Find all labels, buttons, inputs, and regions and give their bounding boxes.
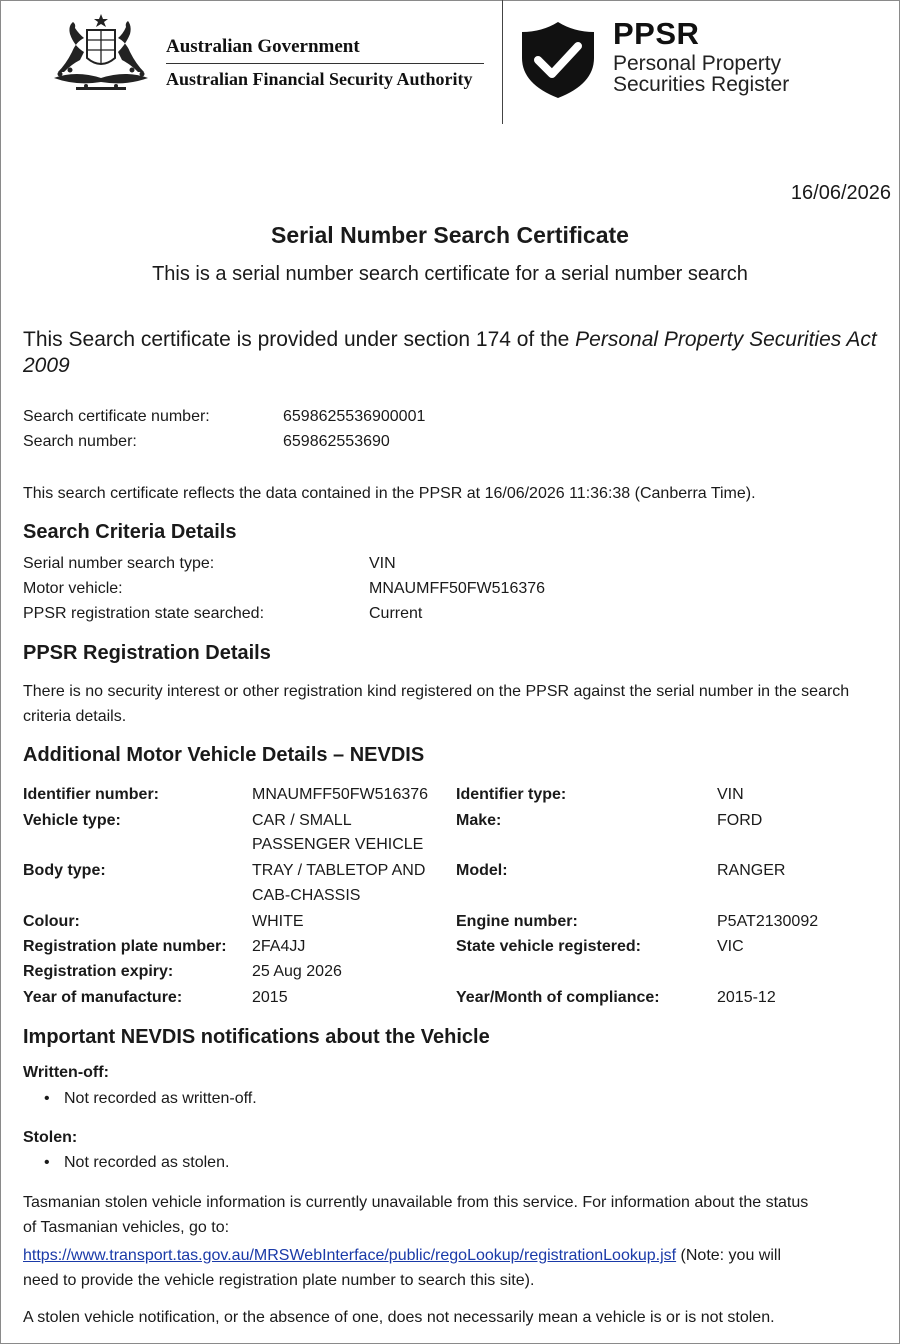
agency-name: Australian Financial Security Authority bbox=[166, 69, 473, 89]
vehicle-type-label: Vehicle type: bbox=[23, 812, 121, 829]
cert-number-label: Search certificate number: bbox=[23, 408, 210, 425]
legal-basis-prefix: This Search certificate is provided under section 174 of the bbox=[23, 328, 570, 351]
notifications-heading: Important NEVDIS notifications about the Vehicle bbox=[23, 1026, 490, 1048]
compliance-value: 2015-12 bbox=[717, 989, 776, 1006]
written-off-item bbox=[44, 1090, 257, 1108]
search-type-label: Serial number search type: bbox=[23, 555, 215, 572]
stolen-label: Stolen: bbox=[23, 1129, 78, 1146]
state-registered-label: State vehicle registered: bbox=[456, 938, 641, 955]
header-divider bbox=[502, 0, 503, 124]
certificate-date: 16/06/2026 bbox=[790, 182, 891, 204]
vehicle-type-line1: CAR / SMALL bbox=[252, 812, 352, 829]
header bbox=[0, 0, 900, 125]
tasmania-line1: Tasmanian stolen vehicle information is currently unavailable from this service. For information about the status bbox=[23, 1194, 809, 1211]
data-reflects-note: This search certificate reflects the data contained in the PPSR at 16/06/2026 11:36:38 (Canberra Time). bbox=[23, 485, 756, 502]
engine-number-label: Engine number: bbox=[456, 913, 578, 930]
page-subtitle: This is a serial number search certificate for a serial number search bbox=[152, 263, 748, 285]
nevdis-heading: Additional Motor Vehicle Details – NEVDIS bbox=[23, 744, 425, 766]
ppsr-title: PPSR bbox=[613, 16, 700, 51]
make-value: FORD bbox=[717, 812, 763, 829]
bullet-icon: • bbox=[44, 1090, 50, 1107]
vehicle-details bbox=[23, 782, 893, 1012]
stolen-disclaimer: A stolen vehicle notification, or the absence of one, does not necessarily mean a vehicle is or is not stolen. bbox=[23, 1309, 775, 1326]
motor-vehicle-value: MNAUMFF50FW516376 bbox=[369, 580, 546, 597]
criteria-details bbox=[23, 551, 623, 626]
act-name: Personal Property Securities Act 2009 bbox=[23, 328, 877, 377]
ppsr-subtitle-1: Personal Property bbox=[613, 52, 782, 75]
legal-basis bbox=[23, 327, 893, 379]
gov-title: Australian Government bbox=[166, 36, 360, 57]
tasmania-link-line bbox=[23, 1243, 893, 1268]
registration-heading: PPSR Registration Details bbox=[23, 642, 271, 664]
written-off-text: Not recorded as written-off. bbox=[64, 1090, 257, 1107]
state-registered-value: VIC bbox=[717, 938, 744, 955]
tasmania-note1: (Note: you will bbox=[676, 1247, 782, 1264]
tasmania-notice bbox=[23, 1190, 893, 1293]
tasmania-lookup-link[interactable]: https://www.transport.tas.gov.au/MRSWebInterface/public/regoLookup/registrationLookup.jsf bbox=[23, 1247, 677, 1264]
year-manufacture-label: Year of manufacture: bbox=[23, 989, 183, 1006]
engine-number-value: P5AT2130092 bbox=[717, 913, 819, 930]
model-value: RANGER bbox=[717, 862, 786, 879]
search-number-value: 659862553690 bbox=[283, 433, 390, 450]
identifier-number-label: Identifier number: bbox=[23, 786, 160, 803]
criteria-heading: Search Criteria Details bbox=[23, 521, 237, 543]
make-label: Make: bbox=[456, 812, 502, 829]
stolen-item bbox=[44, 1154, 229, 1172]
ppsr-shield-check-icon bbox=[520, 20, 596, 100]
stolen-text: Not recorded as stolen. bbox=[64, 1154, 230, 1171]
certificate-numbers bbox=[23, 404, 523, 454]
tasmania-line2: of Tasmanian vehicles, go to: bbox=[23, 1219, 230, 1236]
page-title: Serial Number Search Certificate bbox=[271, 222, 629, 248]
registration-text: There is no security interest or other registration kind registered on the PPSR against the serial number in the search criteria details. bbox=[23, 683, 850, 725]
ppsr-subtitle-2: Securities Register bbox=[613, 73, 790, 96]
motor-vehicle-label: Motor vehicle: bbox=[23, 580, 123, 597]
tasmania-note2: need to provide the vehicle registration plate number to search this site). bbox=[23, 1272, 535, 1289]
search-number-label: Search number: bbox=[23, 433, 137, 450]
model-label: Model: bbox=[456, 862, 508, 879]
compliance-label: Year/Month of compliance: bbox=[456, 989, 660, 1006]
state-searched-value: Current bbox=[369, 605, 423, 622]
colour-label: Colour: bbox=[23, 913, 80, 930]
state-searched-label: PPSR registration state searched: bbox=[23, 605, 265, 622]
identifier-number-value: MNAUMFF50FW516376 bbox=[252, 786, 429, 803]
bullet-icon: • bbox=[44, 1154, 50, 1171]
identifier-type-value: VIN bbox=[717, 786, 744, 803]
body-type-line1: TRAY / TABLETOP AND bbox=[252, 862, 426, 879]
registration-expiry-label: Registration expiry: bbox=[23, 963, 174, 980]
plate-number-label: Registration plate number: bbox=[23, 938, 227, 955]
identifier-type-label: Identifier type: bbox=[456, 786, 567, 803]
written-off-label: Written-off: bbox=[23, 1064, 109, 1081]
coat-of-arms-icon bbox=[46, 12, 156, 94]
body-type-line2: CAB-CHASSIS bbox=[252, 887, 361, 904]
search-type-value: VIN bbox=[369, 555, 396, 572]
body-type-label: Body type: bbox=[23, 862, 106, 879]
plate-number-value: 2FA4JJ bbox=[252, 938, 306, 955]
vehicle-type-line2: PASSENGER VEHICLE bbox=[252, 836, 424, 853]
gov-divider bbox=[166, 63, 484, 64]
cert-number-value: 6598625536900001 bbox=[283, 408, 426, 425]
year-manufacture-value: 2015 bbox=[252, 989, 288, 1006]
colour-value: WHITE bbox=[252, 913, 304, 930]
registration-expiry-value: 25 Aug 2026 bbox=[252, 963, 342, 980]
